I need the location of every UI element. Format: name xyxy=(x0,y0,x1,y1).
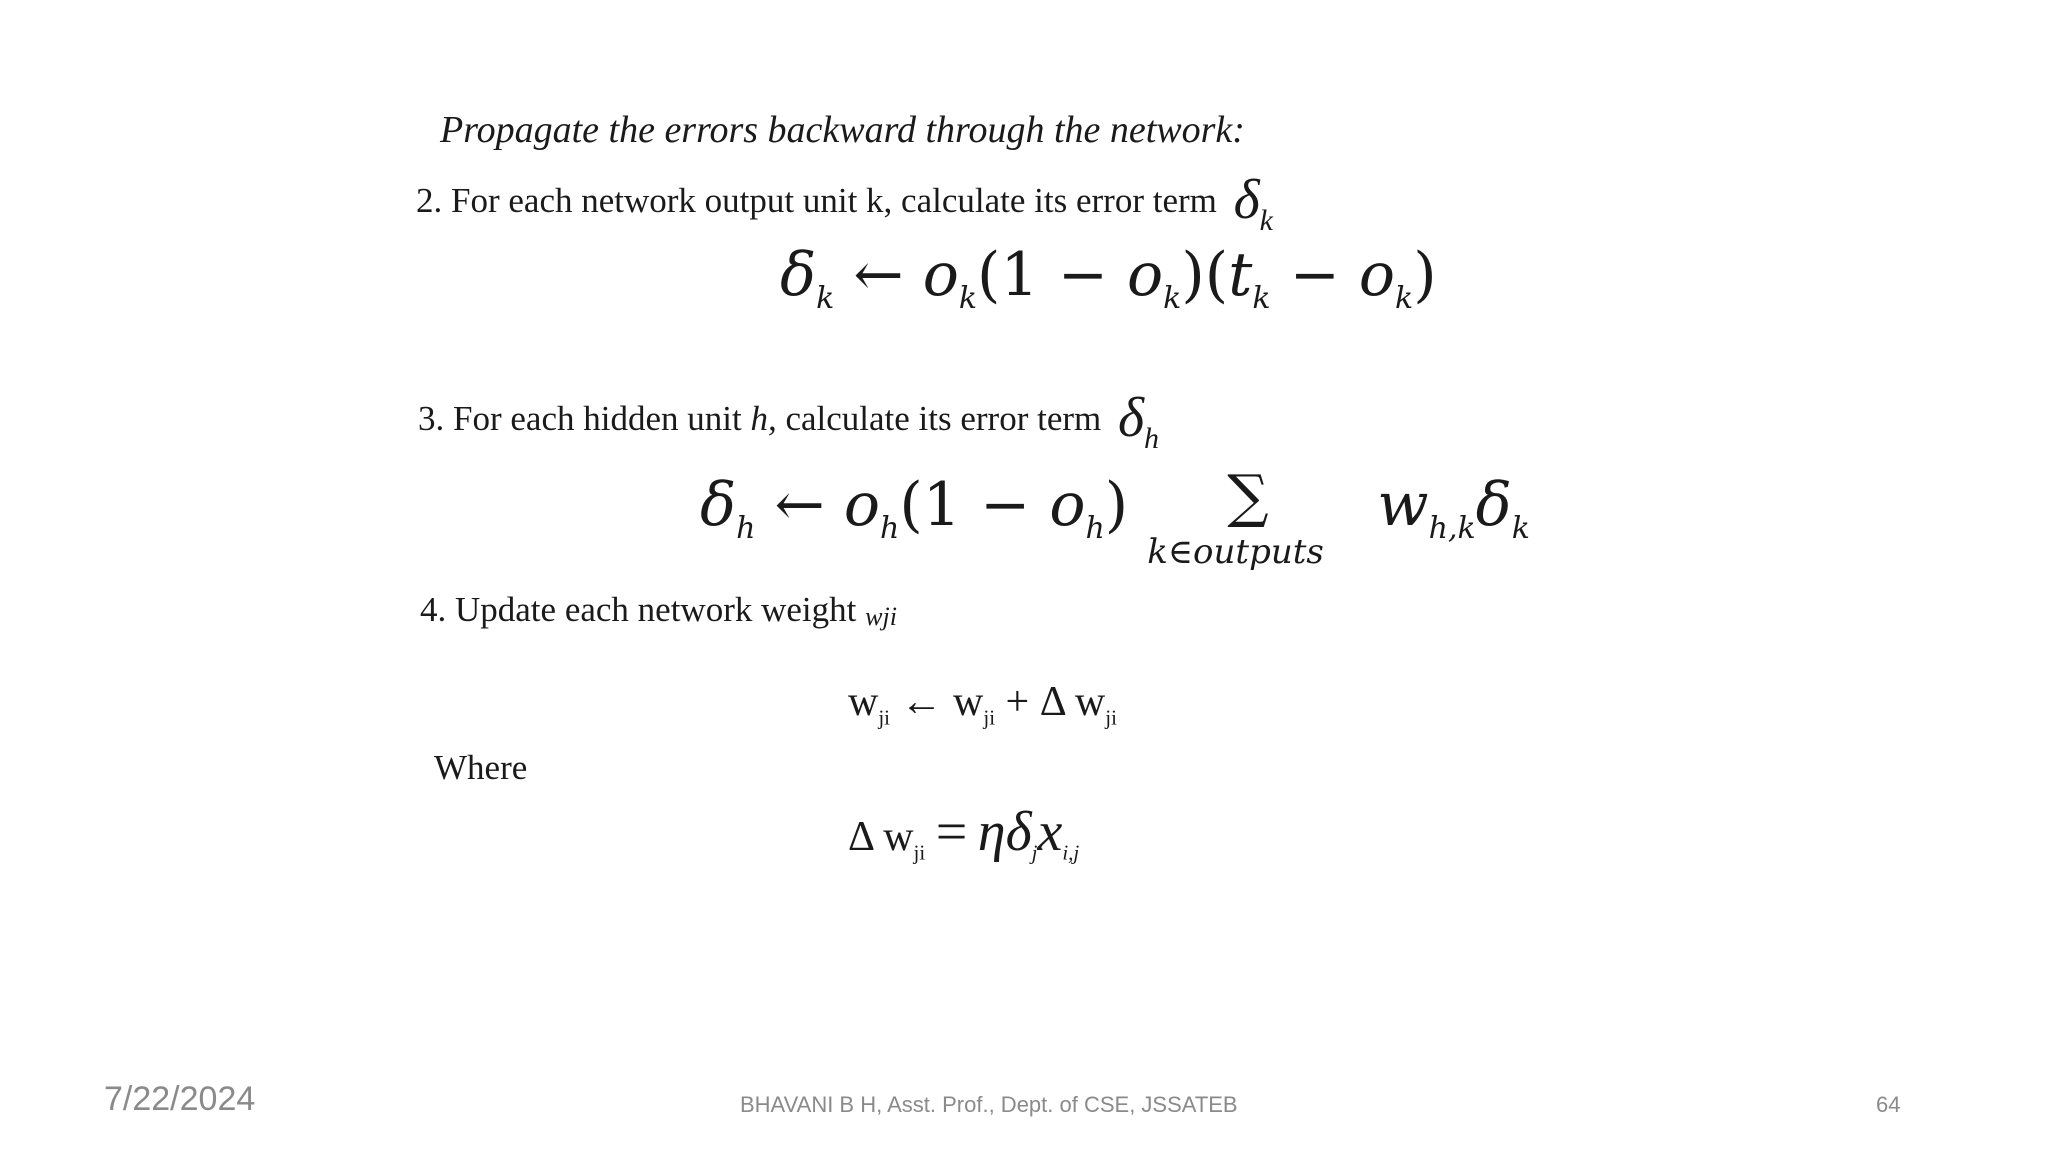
step-2-line xyxy=(416,168,1273,238)
footer-author: BHAVANI B H, Asst. Prof., Dept. of CSE, JSSATEB xyxy=(740,1092,1238,1117)
sum-symbol: ∑ xyxy=(1227,462,1269,530)
delta-h-symbol xyxy=(1118,387,1160,456)
step-4-line xyxy=(420,590,897,632)
equation-delta-k: $\delta_k$ ← $o_k(1 - o_k)(t_k - o_k)$ xyxy=(780,240,1437,316)
step-3-suffix: calculate its error term xyxy=(785,399,1102,438)
where-label: Where xyxy=(434,748,528,787)
equation-weight-update: $w_{ji}$ ← $w_{ji} + \Delta$ $w_{ji}$ xyxy=(848,679,1117,730)
delta-k-subscript: k xyxy=(1259,204,1273,238)
step-3-prefix: 3. For each hidden unit xyxy=(418,399,742,438)
sum-subscript: k∈outputs xyxy=(1147,532,1324,572)
delta-k-symbol xyxy=(1233,169,1273,238)
equation-delta-h: $\delta_h$ ← $o_h(1 - o_h)$ ∑ k∈outputs $w_{h,k}\delta_k$ xyxy=(700,462,1530,572)
page-number: 64 xyxy=(1876,1092,1901,1117)
slide-heading: Propagate the errors backward through the network: xyxy=(440,109,1245,151)
step-4-text: 4. Update each network weight xyxy=(420,590,857,629)
footer-date: 7/22/2024 xyxy=(104,1080,256,1118)
delta-h-subscript: h xyxy=(1144,422,1160,456)
delta-h-glyph: δ xyxy=(1118,387,1145,449)
delta-k-glyph: δ xyxy=(1233,169,1260,231)
step-4-var: wji xyxy=(865,602,897,631)
step-3-line xyxy=(418,386,1159,456)
step-3-var: h, xyxy=(750,399,777,438)
equation-delta-w: Δ $w_{ji} = \eta\delta_jx_{i,j}$ xyxy=(848,801,1080,865)
summation xyxy=(1147,462,1377,572)
step-2-text: 2. For each network output unit k, calculate its error term xyxy=(416,181,1217,220)
